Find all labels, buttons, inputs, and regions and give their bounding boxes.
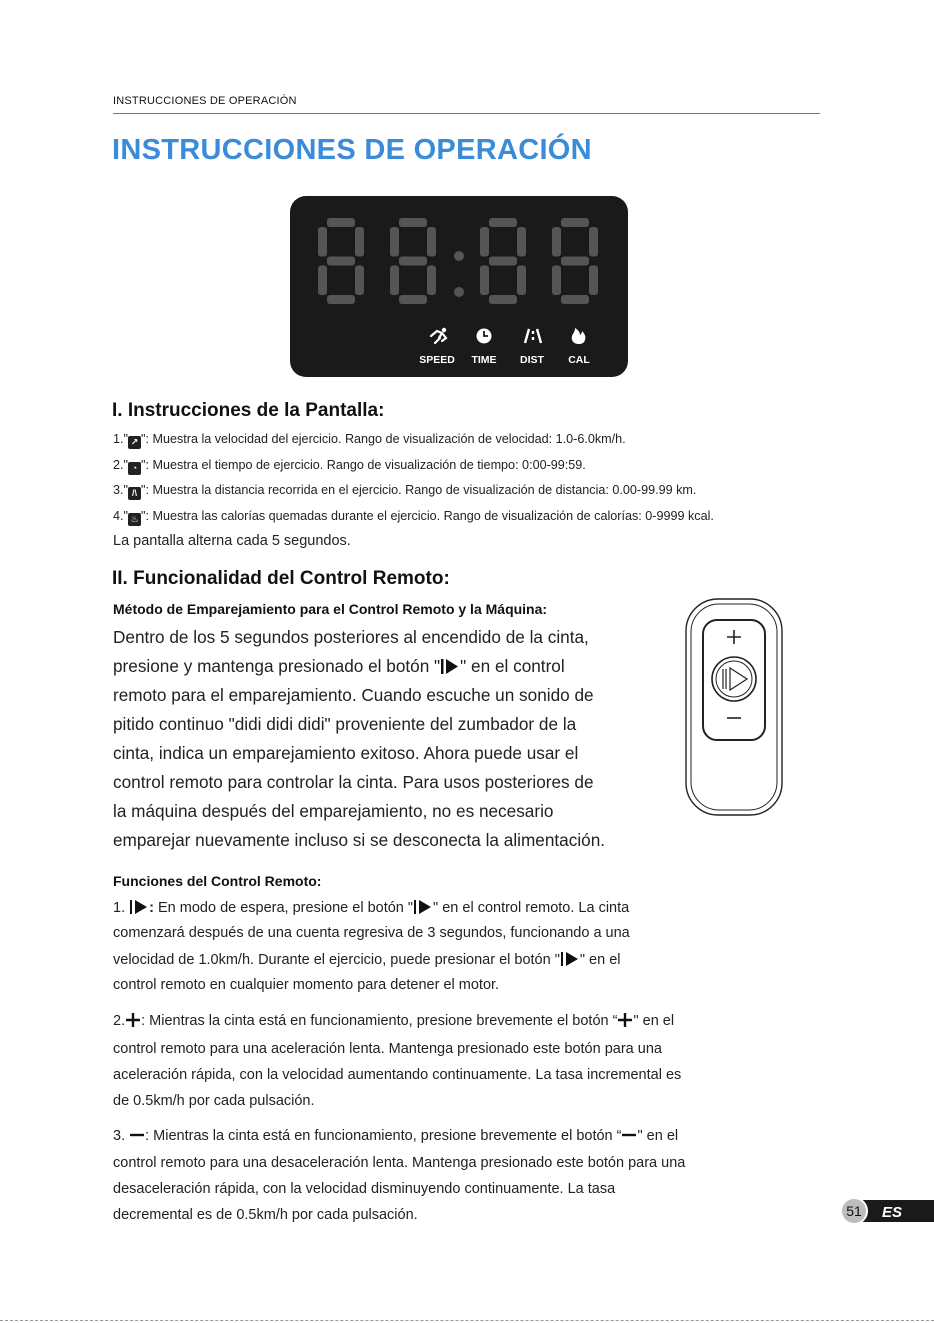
bottom-divider (0, 1320, 934, 1321)
indicator-label-time: TIME (471, 354, 497, 366)
plus-icon (617, 1012, 633, 1028)
led-display (290, 196, 628, 377)
function-3-line: desaceleración rápida, con la velocidad disminuyendo continuamente. La tasa (113, 1181, 616, 1197)
digit-2-segment-6 (517, 266, 526, 296)
digit-2-segment-2 (489, 295, 517, 304)
pairing-line: la máquina después del emparejamiento, no es necesario (113, 801, 554, 821)
display-item-speed: 1." ↗ ": Muestra la velocidad del ejercicio. Rango de visualización de velocidad: 1.0-6.0km/h. (113, 432, 626, 447)
page-title: INSTRUCCIONES DE OPERACIÓN (112, 134, 592, 166)
function-3-line: 3. : Mientras la cinta está en funcionamiento, presione brevemente el botón “ " en el (113, 1128, 679, 1144)
display-item-time: 2." ◔ ": Muestra el tiempo de ejercicio. Rango de visualización de tiempo: 0:00-99:59. (113, 458, 586, 473)
pairing-line: emparejar nuevamente incluso si se desconecta la alimentación. (113, 830, 606, 850)
clock-icon: ◔ (128, 462, 141, 475)
minus-icon (129, 1127, 145, 1143)
plus-icon (125, 1012, 141, 1028)
function-1-line: comenzará después de una cuenta regresiva de 3 segundos, funcionando a una (113, 925, 630, 941)
remote-illustration (685, 598, 783, 816)
digit-1-segment-1 (399, 257, 427, 266)
function-1-line: control remoto en cualquier momento para detener el motor. (113, 977, 500, 993)
page-number: 51 (846, 1203, 862, 1219)
digit-3-segment-0 (561, 218, 589, 227)
digit-0-segment-0 (327, 218, 355, 227)
header-rule (113, 113, 820, 114)
pairing-line: pitido continuo "didi didi didi" proveniente del zumbador de la (113, 714, 577, 734)
digit-2-segment-4 (517, 227, 526, 257)
functions-heading: Funciones del Control Remoto: (113, 873, 322, 889)
digit-2-segment-1 (489, 257, 517, 266)
digit-0-segment-3 (318, 227, 327, 257)
road-icon (525, 329, 541, 343)
section2-heading: II. Funcionalidad del Control Remoto: (112, 568, 450, 589)
minus-icon (621, 1127, 637, 1143)
play-pause-icon (712, 657, 756, 701)
function-2-line: control remoto para una aceleración lenta. Mantenga presionado este botón para una (113, 1041, 662, 1057)
indicator-label-dist: DIST (520, 354, 544, 366)
digit-0-segment-4 (355, 227, 364, 257)
digit-1-segment-0 (399, 218, 427, 227)
display-note: La pantalla alterna cada 5 segundos. (113, 533, 351, 549)
pairing-line: control remoto para controlar la cinta. Para usos posteriores de (113, 772, 594, 792)
play-pause-icon (560, 951, 580, 967)
digit-3-segment-4 (589, 227, 598, 257)
colon-dot-bottom (454, 287, 464, 297)
pairing-line: remoto para el emparejamiento. Cuando escuche un sonido de (113, 685, 594, 705)
clock-icon (477, 329, 492, 344)
digit-1-segment-2 (399, 295, 427, 304)
digit-1-segment-6 (427, 266, 436, 296)
runner-icon: ↗ (128, 436, 141, 449)
play-pause-icon (413, 899, 433, 915)
flame-icon: ♨ (128, 513, 141, 526)
flame-icon (572, 328, 586, 344)
digit-0-segment-1 (327, 257, 355, 266)
colon-dot-top (454, 251, 464, 261)
function-2-line: 2. : Mientras la cinta está en funcionamiento, presione brevemente el botón “ " en el (113, 1013, 675, 1029)
digit-1-segment-3 (390, 227, 399, 257)
digit-3-segment-6 (589, 266, 598, 296)
digit-3-segment-5 (552, 266, 561, 296)
runner-icon (431, 328, 446, 343)
road-icon: /\ (128, 487, 141, 500)
display-item-dist: 3." /\ ": Muestra la distancia recorrida en el ejercicio. Rango de visualización de distancia: 0.00-99.99 km. (113, 483, 697, 498)
pairing-line: presione y mantenga presionado el botón " " en el control (113, 656, 565, 676)
running-head: INSTRUCCIONES DE OPERACIÓN (113, 95, 297, 107)
indicator-label-speed: SPEED (419, 354, 455, 366)
digit-3-segment-3 (552, 227, 561, 257)
digit-3-segment-2 (561, 295, 589, 304)
function-2-line: aceleración rápida, con la velocidad aumentando continuamente. La tasa incremental es (113, 1067, 682, 1083)
digit-2-segment-3 (480, 227, 489, 257)
function-3-line: decremental es de 0.5km/h por cada pulsación. (113, 1207, 418, 1223)
display-item-cal: 4." ♨ ": Muestra las calorías quemadas durante el ejercicio. Rango de visualización de calorías: 0-9999 kcal. (113, 509, 714, 524)
section1-heading: I. Instrucciones de la Pantalla: (112, 400, 385, 421)
play-pause-icon (129, 899, 149, 915)
pairing-line: Dentro de los 5 segundos posteriores al encendido de la cinta, (113, 627, 589, 647)
digit-1-segment-4 (427, 227, 436, 257)
digit-0-segment-5 (318, 266, 327, 296)
indicator-label-cal: CAL (568, 354, 590, 366)
page-badge (838, 1198, 934, 1224)
function-1-line: 1. : En modo de espera, presione el botón " " en el control remoto. La cinta (113, 900, 630, 916)
digit-2-segment-5 (480, 266, 489, 296)
language-code: ES (882, 1204, 903, 1221)
led-digits (290, 196, 628, 377)
pairing-line: cinta, indica un emparejamiento exitoso. Ahora puede usar el (113, 743, 579, 763)
digit-3-segment-1 (561, 257, 589, 266)
digit-1-segment-5 (390, 266, 399, 296)
pairing-heading: Método de Emparejamiento para el Control Remoto y la Máquina: (113, 601, 548, 617)
play-pause-icon (440, 658, 460, 675)
function-3-line: control remoto para una desaceleración lenta. Mantenga presionado este botón para una (113, 1155, 686, 1171)
digit-2-segment-0 (489, 218, 517, 227)
function-2-line: de 0.5km/h por cada pulsación. (113, 1093, 315, 1109)
digit-0-segment-2 (327, 295, 355, 304)
function-1-line: velocidad de 1.0km/h. Durante el ejercicio, puede presionar el botón " " en el (113, 952, 621, 968)
digit-0-segment-6 (355, 266, 364, 296)
